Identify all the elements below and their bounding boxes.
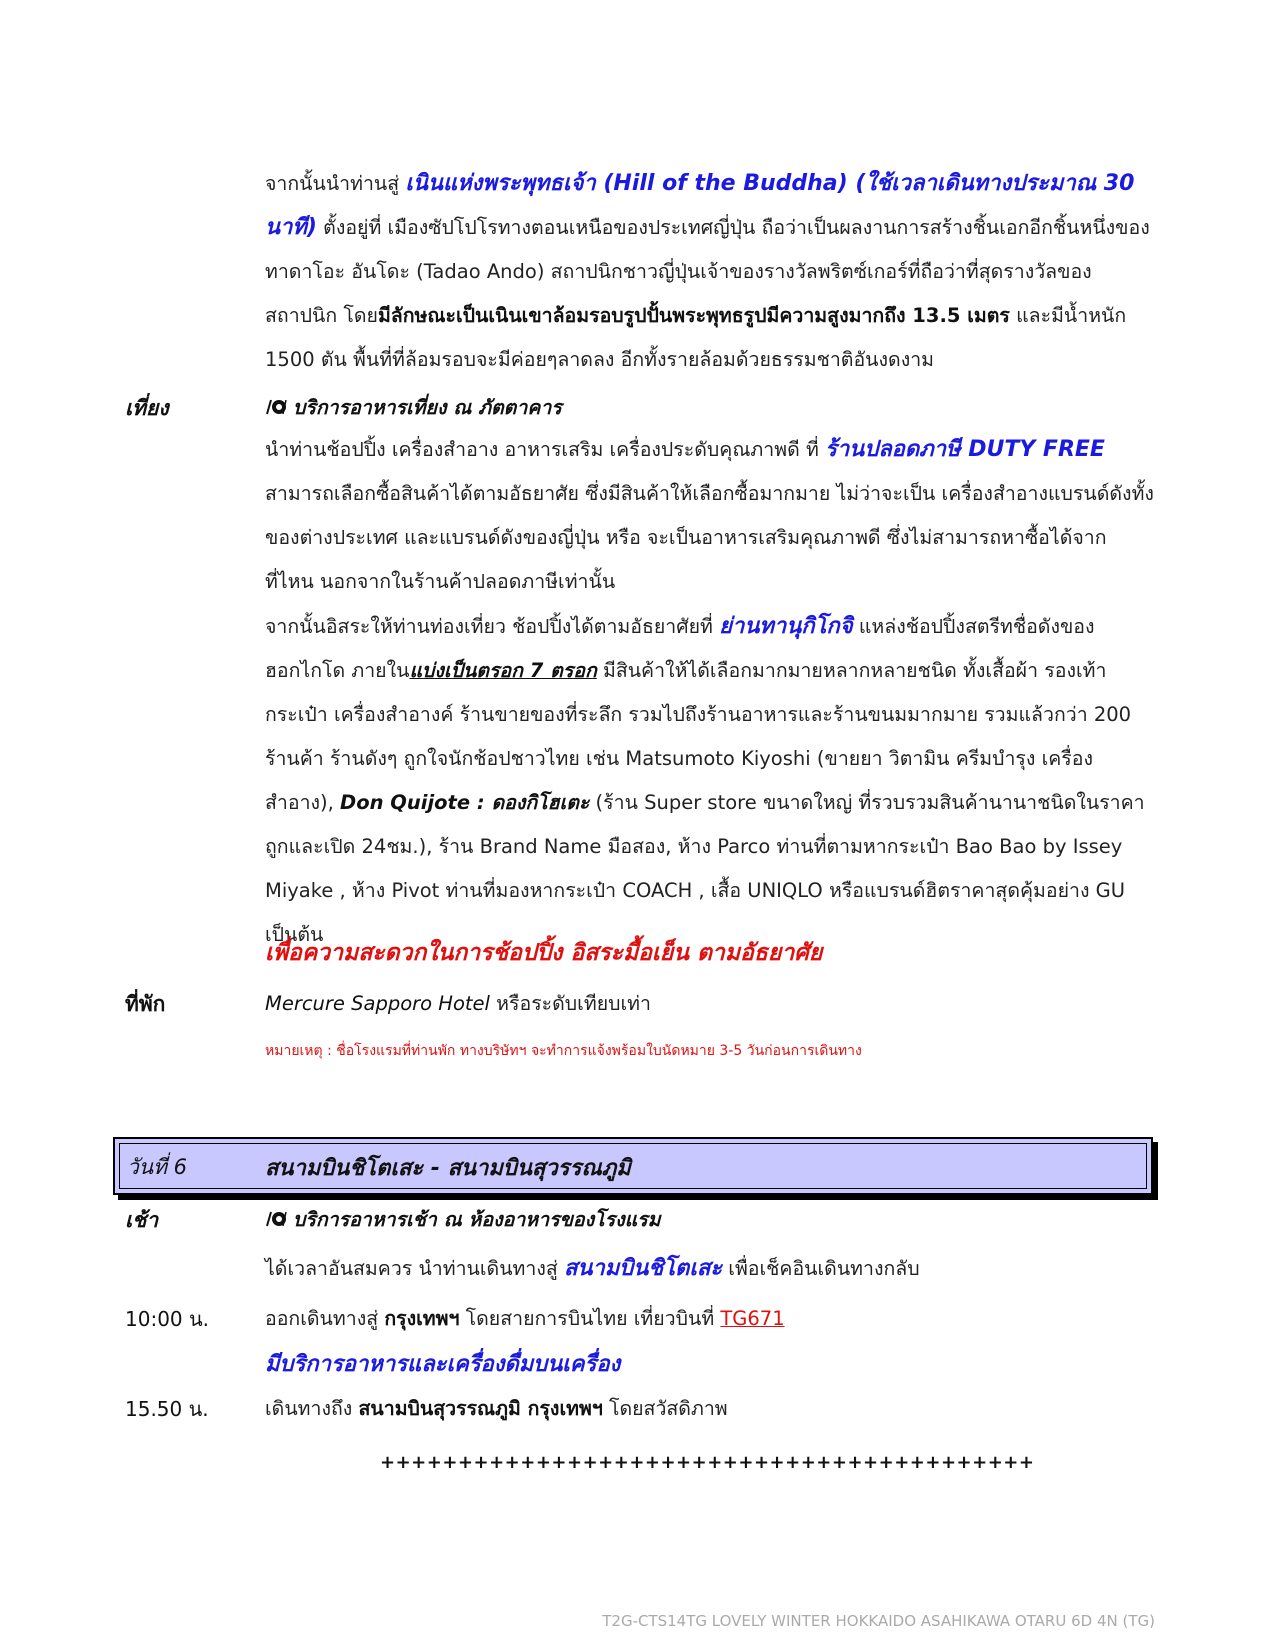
don-quijote-description: (ร้าน Super store ขนาดใหญ่ ที่รวบรวมสินค้านานาชนิดในราคาถูกและเปิด 24ชม.), ร้าน Brand Name มือสอง, ห้าง Parco ท่านที่ตามหากระเป๋า Bao Bao by Issey Miyake , ห้าง Pivot ท่านที่มองหากระเป๋า COACH , เสื้อ UNIQLO หรือแบรนด์ฮิตราคาสุดคุ้มอย่าง GU เป็นต้น <box>265 791 1145 946</box>
hill-intro: จากนั้นนำท่านสู่ <box>265 172 406 195</box>
hotel-name: Mercure Sapporo Hotel <box>265 992 490 1015</box>
arrival-row <box>265 1393 728 1424</box>
tanukikoji-title: ย่านทานุกิโกจิ <box>719 614 853 639</box>
day6-number: วันที่ 6 <box>127 1155 188 1179</box>
breakfast-row <box>265 1204 661 1235</box>
lunch-meal-text: บริการอาหารเที่ยง ณ ภัตตาคาร <box>293 396 562 419</box>
end-separator: ++++++++++++++++++++++++++++++++++++++++++ <box>380 1452 1035 1473</box>
hotel-label: ที่พัก <box>125 992 166 1016</box>
chitose-airport: สนามบินชิโตเสะ <box>563 1256 723 1281</box>
lunch-meal-row <box>265 392 562 423</box>
tanukikoji-description: แหล่งช้อปปิ้งสตรีทชื่อดังของฮอกไกโด ภายใน <box>265 615 1095 682</box>
onboard-meal-note: มีบริการอาหารและเครื่องดื่มบนเครื่อง <box>265 1352 621 1377</box>
hotel-row <box>265 988 651 1019</box>
hill-paragraph <box>265 162 1155 382</box>
departure-intro: ออกเดินทางสู่ <box>265 1307 385 1330</box>
meal-plate-icon <box>265 1210 287 1228</box>
duty-free-paragraph <box>265 428 1155 604</box>
departure-row <box>265 1303 785 1334</box>
airport-row <box>265 1250 920 1285</box>
duty-free-description: สามารถเลือกซื้อสินค้าได้ตามอัธยาศัย ซึ่งมีสินค้าให้เลือกซื้อมากมาย ไม่ว่าจะเป็น เครื่องสำอางแบรนด์ดังทั้งของต่างประเทศ และแบรนด์ดังของญี่ปุ่น หรือ จะเป็นอาหารเสริมคุณภาพดี ซึ่งไม่สามารถหาซื้อได้จากที่ไหน นอกจากในร้านค้าปลอดภาษีเท่านั้น <box>265 482 1154 593</box>
breakfast-text: บริการอาหารเช้า ณ ห้องอาหารของโรงแรม <box>293 1208 661 1231</box>
footer-tour-code: T2G-CTS14TG LOVELY WINTER HOKKAIDO ASAHIKAWA OTARU 6D 4N (TG) <box>602 1612 1155 1630</box>
meal-plate-icon <box>265 398 287 416</box>
departure-city: กรุงเทพฯ <box>384 1307 460 1330</box>
tanukikoji-intro: จากนั้นอิสระให้ท่านท่องเที่ยว ช้อปปิ้งได้ตามอัธยาศัยที่ <box>265 615 720 638</box>
hill-highlight: มีลักษณะเป็นเนินเขาล้อมรอบรูปปั้นพระพุทธรูปมีความสูงมากถึง 13.5 เมตร <box>377 304 1010 327</box>
free-dinner-note: เพื่อความสะดวกในการช้อปปิ้ง อิสระมื้อเย็น ตามอัธยาศัย <box>265 940 823 966</box>
morning-label: เช้า <box>125 1208 159 1232</box>
flight-number: TG671 <box>720 1307 785 1330</box>
day6-route: สนามบินชิโตเสะ - สนามบินสุวรรณภูมิ <box>265 1156 631 1181</box>
day6-banner <box>113 1137 1153 1195</box>
hotel-note: หมายเหตุ : ชื่อโรงแรมที่ท่านพัก ทางบริษัทฯ จะทำการแจ้งพร้อมใบนัดหมาย 3-5 วันก่อนการเดินทาง <box>265 1043 862 1059</box>
airport-intro: ได้เวลาอันสมควร นำท่านเดินทางสู่ <box>265 1257 564 1280</box>
tanukikoji-paragraph <box>265 605 1155 957</box>
don-quijote-title: Don Quijote : ดองกิโฮเตะ <box>340 791 590 814</box>
duty-free-intro: นำท่านช้อปปิ้ง เครื่องสำอาง อาหารเสริม เครื่องประดับคุณภาพดี ที่ <box>265 438 826 461</box>
tanukikoji-shops: มีสินค้าให้ได้เลือกมากมายหลากหลายชนิด ทั้งเสื้อผ้า รองเท้า กระเป๋า เครื่องสำอางค์ ร้านขายของที่ระลึก รวมไปถึงร้านอาหารและร้านขนมมากมาย รวมแล้วกว่า 200 ร้านค้า ร้านดังๆ ถูกใจนักช้อปชาวไทย เช่น Matsumoto Kiyoshi (ขายยา วิตามิน ครีมบำรุง เครื่องสำอาง), <box>265 659 1132 814</box>
departure-time: 10:00 น. <box>125 1307 210 1331</box>
suvarnabhumi-airport: สนามบินสุวรรณภูมิ กรุงเทพฯ <box>358 1397 603 1420</box>
arrival-time: 15.50 น. <box>125 1397 209 1421</box>
hill-of-buddha-title: เนินแห่งพระพุทธเจ้า (Hill of the Buddha) (ใช้เวลาเดินทางประมาณ 30 นาที) <box>265 171 1135 240</box>
departure-airline: โดยสายการบินไทย เที่ยวบินที่ <box>459 1307 721 1330</box>
arrival-intro: เดินทางถึง <box>265 1397 359 1420</box>
lunch-label: เที่ยง <box>125 396 169 420</box>
hill-description: ตั้งอยู่ที่ เมืองซัปโปโรทางตอนเหนือของประเทศญี่ปุ่น ถือว่าเป็นผลงานการสร้างชิ้นเอกอีกชิ้นหนึ่งของทาดาโอะ อันโดะ (Tadao Ando) สถาปนิกชาวญี่ปุ่นเจ้าของรางวัลพริตซ์เกอร์ที่ถือว่าที่สุดรางวัลของสถาปนิก โดย <box>265 216 1150 327</box>
airport-suffix: เพื่อเช็คอินเดินทางกลับ <box>722 1257 920 1280</box>
hill-description-end: และมีน้ำหนัก 1500 ตัน พื้นที่ที่ล้อมรอบจะมีค่อยๆลาดลง อีกทั้งรายล้อมด้วยธรรมชาติอันงดงาม <box>265 304 1127 371</box>
duty-free-title: ร้านปลอดภาษี DUTY FREE <box>825 437 1105 462</box>
seven-alleys-text: แบ่งเป็นตรอก 7 ตรอก <box>409 659 597 682</box>
hotel-suffix: หรือระดับเทียบเท่า <box>489 992 651 1015</box>
arrival-suffix: โดยสวัสดิภาพ <box>602 1397 728 1420</box>
